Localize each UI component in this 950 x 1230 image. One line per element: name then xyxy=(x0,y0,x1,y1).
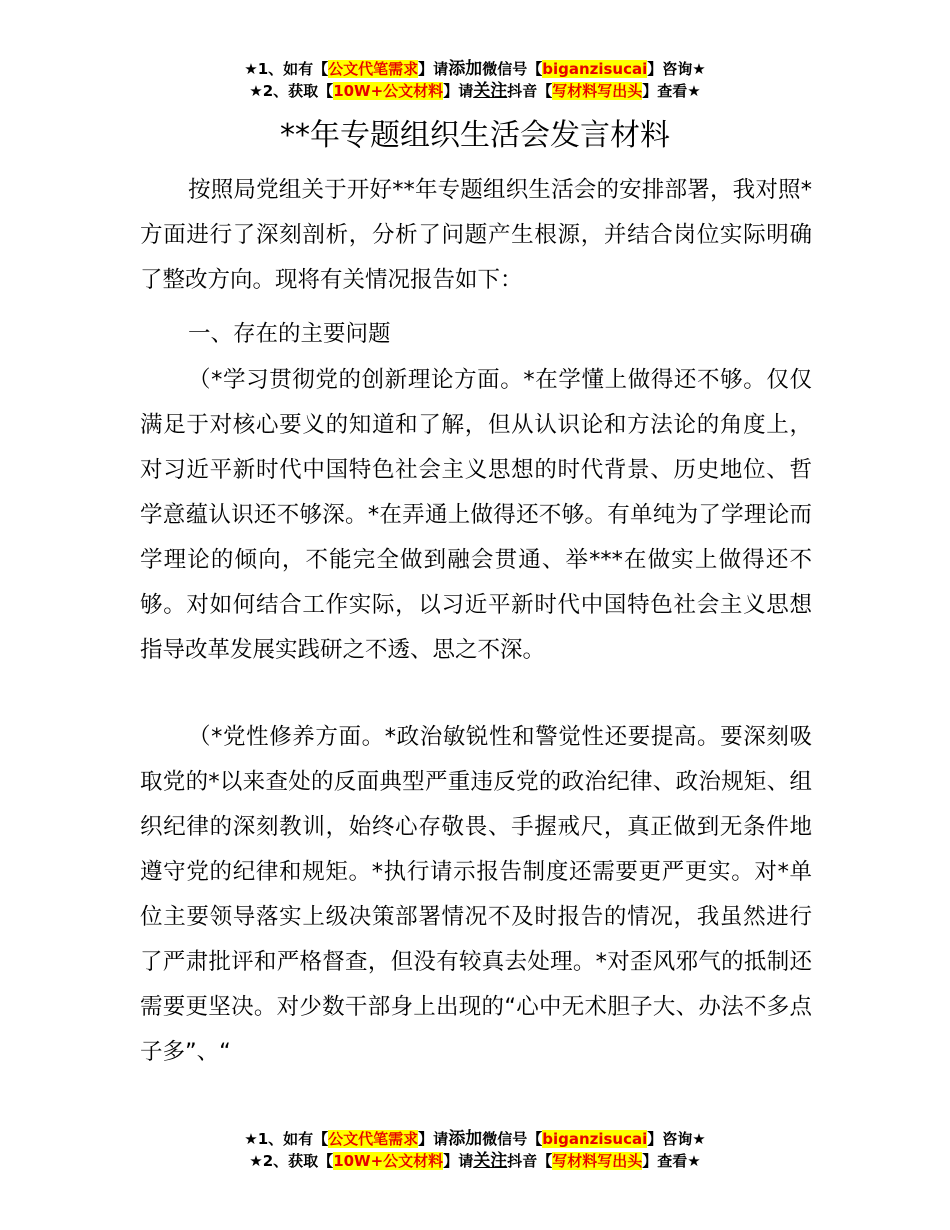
banner-text: 】请 xyxy=(443,82,474,100)
banner-emphasis: 添加 xyxy=(448,1129,483,1149)
banner-text: 抖音【 xyxy=(507,1152,553,1170)
banner-text: 】咨询★ xyxy=(647,60,706,78)
banner-text: ★2、获取【 xyxy=(249,82,334,100)
banner-emphasis: 关注 xyxy=(473,81,508,101)
banner-emphasis: 添加 xyxy=(448,59,483,79)
banner-line-2 xyxy=(0,1150,950,1172)
heading-text: 一、存在的主要问题 xyxy=(188,321,391,347)
banner-text: ★1、如有【 xyxy=(244,1130,329,1148)
banner-text: 】请 xyxy=(418,60,449,78)
banner-text: 】咨询★ xyxy=(647,1130,706,1148)
banner-line-1 xyxy=(0,1128,950,1150)
paragraph-text: （*党性修养方面。*政治敏锐性和警觉性还要提高。要深刻吸取党的*以来查处的反面典型严重违反党的政治纪律、政治规矩、组织纪律的深刻教训，始终心存敬畏、手握戒尺，真正做到无条件地遵守党的纪律和规矩。*执行请示报告制度还需要更严更实。对*单位主要领导落实上级决策部署情况不及时报告的情况，我虽然进行了严肃批评和严格督查，但没有较真去处理。*对歪风邪气的抵制还需要更坚决。对少数干部身上出现的“心中无术胆子大、办法不多点子多”、“ xyxy=(140,724,812,1065)
paragraph-text: 按照局党组关于开好**年专题组织生活会的安排部署，我对照*方面进行了深刻剖析，分析了问题产生根源，并结合岗位实际明确了整改方向。现将有关情况报告如下： xyxy=(140,177,812,293)
body-paragraph-1 xyxy=(140,358,812,673)
banner-text: ★1、如有【 xyxy=(244,60,329,78)
banner-emphasis: 关注 xyxy=(473,1151,508,1171)
banner-text: 】请 xyxy=(443,1152,474,1170)
banner-highlight: 公文代笔需求 xyxy=(328,60,419,78)
banner-text: 】请 xyxy=(418,1130,449,1148)
paragraph-text: （*学习贯彻党的创新理论方面。*在学懂上做得还不够。仅仅满足于对核心要义的知道和了解，但从认识论和方法论的角度上，对习近平新时代中国特色社会主义思想的时代背景、历史地位、哲学意蕴认识还不够深。*在弄通上做得还不够。有单纯为了学理论而学理论的倾向，不能完全做到融会贯通、举***在做实上做得还不够。对如何结合工作实际，以习近平新时代中国特色社会主义思想指导改革发展实践研之不透、思之不深。 xyxy=(140,367,812,663)
body-paragraph-2 xyxy=(140,715,812,1075)
banner-line-2 xyxy=(0,80,950,102)
intro-paragraph xyxy=(140,168,812,303)
banner-highlight: 10W+公文材料 xyxy=(333,82,444,100)
banner-text: 】查看★ xyxy=(642,1152,701,1170)
banner-highlight: 公文代笔需求 xyxy=(328,1130,419,1148)
header-banner xyxy=(0,58,950,102)
banner-text: 】查看★ xyxy=(642,82,701,100)
footer-banner xyxy=(0,1128,950,1172)
banner-line-1 xyxy=(0,58,950,80)
banner-text: 微信号【 xyxy=(482,1130,543,1148)
banner-highlight: biganzisucai xyxy=(542,60,648,78)
banner-highlight: 写材料写出头 xyxy=(552,82,643,100)
banner-highlight: biganzisucai xyxy=(542,1130,648,1148)
section-heading xyxy=(140,312,812,357)
banner-text: ★2、获取【 xyxy=(249,1152,334,1170)
banner-text: 微信号【 xyxy=(482,60,543,78)
banner-highlight: 写材料写出头 xyxy=(552,1152,643,1170)
banner-highlight: 10W+公文材料 xyxy=(333,1152,444,1170)
document-title: **年专题组织生活会发言材料 xyxy=(280,118,670,153)
banner-text: 抖音【 xyxy=(507,82,553,100)
